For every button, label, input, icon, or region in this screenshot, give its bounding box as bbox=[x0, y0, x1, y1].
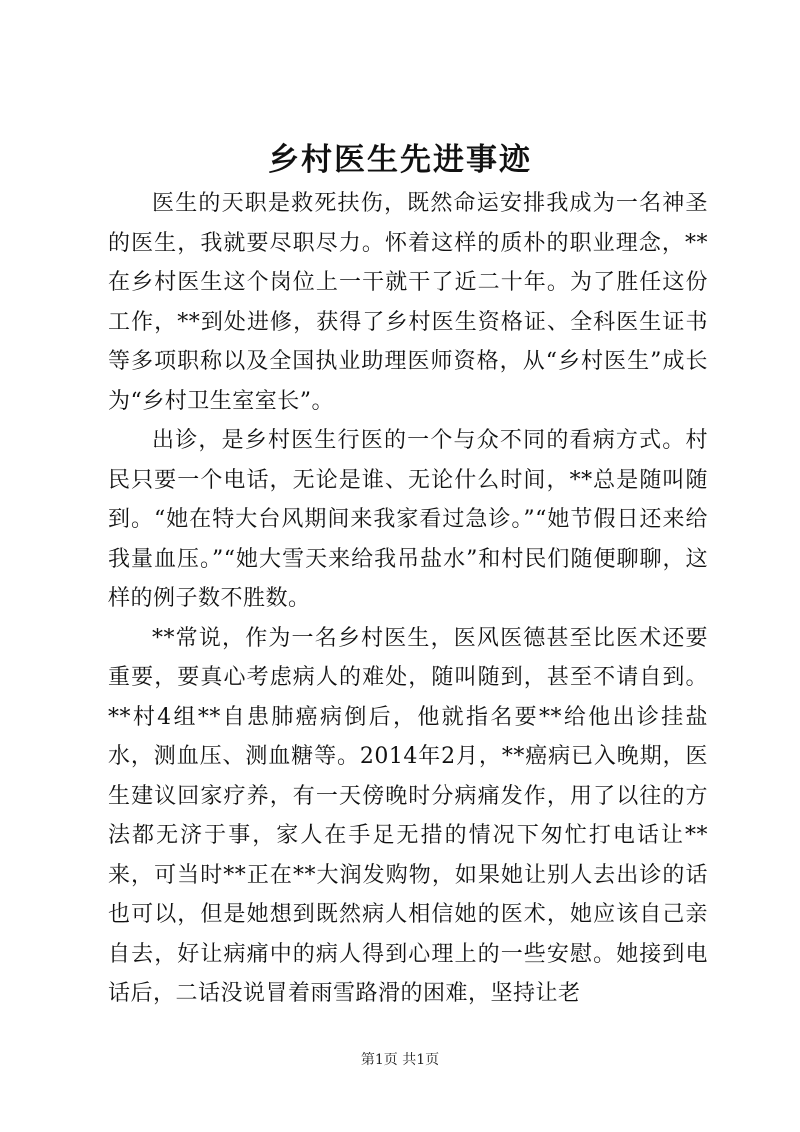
document-title: 乡村医生先进事迹 bbox=[268, 142, 532, 178]
document-body bbox=[108, 184, 708, 1014]
paragraph: **常说，作为一名乡村医生，医风医德甚至比医术还要重要，要真心考虑病人的难处，随叫随到，甚至不请自到。**村4组**自患肺癌病倒后，他就指名要**给他出诊挂盐水，测血压、测血糖等。2014年2月，**癌病已入晚期，医生建议回家疗养，有一天傍晚时分病痛发作，用了以往的方法都无济于事，家人在手足无措的情况下匆忙打电话让**来，可当时**正在**大润发购物，如果她让别人去出诊的话也可以，但是她想到既然病人相信她的医术，她应该自己亲自去，好让病痛中的病人得到心理上的一些安慰。她接到电话后，二话没说冒着雨雪路滑的困难，坚持让老 bbox=[108, 625, 708, 1006]
paragraph: 医生的天职是救死扶伤，既然命运安排我成为一名神圣的医生，我就要尽职尽力。怀着这样的质朴的职业理念，**在乡村医生这个岗位上一干就干了近二十年。为了胜任这份工作，**到处进修，获得了乡村医生资格证、全科医生证书等多项职称以及全国执业助理医师资格，从“乡村医生”成长为“乡村卫生室室长”。 bbox=[108, 191, 708, 414]
page-footer: 第1页 共1页 bbox=[360, 1052, 440, 1068]
paragraph: 出诊，是乡村医生行医的一个与众不同的看病方式。村民只要一个电话，无论是谁、无论什么时间，**总是随叫随到。“她在特大台风期间来我家看过急诊。”“她节假日还来给我量血压。”“她大雪天来给我吊盐水”和村民们随便聊聊，这样的例子数不胜数。 bbox=[108, 428, 708, 611]
